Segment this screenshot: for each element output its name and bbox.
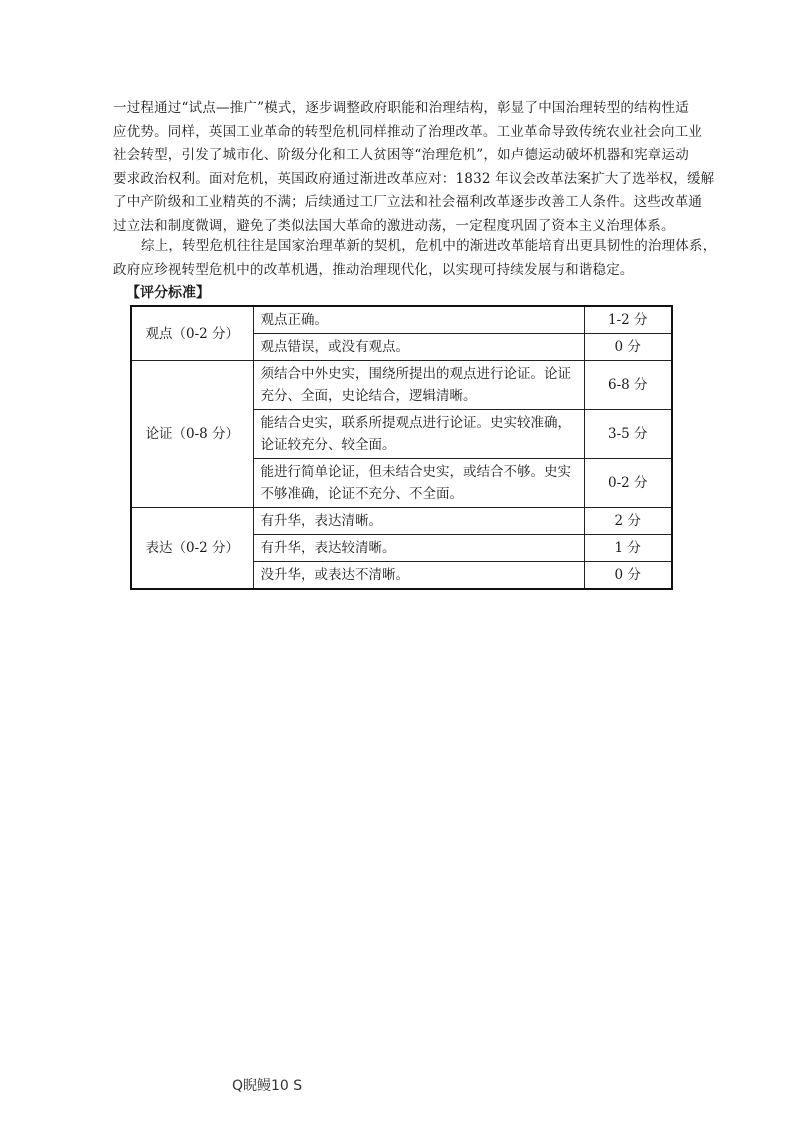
- score-cell: 0 分: [584, 562, 672, 590]
- criteria-line: 观点正确。: [260, 312, 328, 328]
- paragraph-line: 一过程通过“试点—推广”模式，逐步调整政府职能和治理结构，彰显了中国治理转型的结构性适: [113, 100, 689, 116]
- page-footer: Q睨鳗10 S: [232, 1078, 303, 1094]
- body-paragraph-2: [113, 235, 717, 282]
- score-cell: 2 分: [584, 508, 672, 535]
- rubric-title: 【评分标准】: [126, 285, 210, 301]
- paragraph-line: 综上，转型危机往往是国家治理革新的契机，危机中的渐进改革能培育出更具韧性的治理体系，: [141, 238, 717, 254]
- paragraph-line: 要求政治权利。面对危机，英国政府通过渐进改革应对：1832 年议会改革法案扩大了选举权，缓解: [113, 170, 715, 187]
- criteria-line: 论证较充分、较全面。: [260, 437, 396, 453]
- paragraph-line: 应优势。同样，英国工业革命的转型危机同样推动了治理改革。工业革命导致传统农业社会向工业: [113, 123, 703, 140]
- criteria-line: 须结合中外史实，围绕所提出的观点进行论证。论证: [260, 366, 571, 382]
- criteria-cell: [253, 334, 584, 361]
- rubric-table: [130, 305, 673, 590]
- score-cell: 0-2 分: [584, 459, 672, 508]
- score-cell: 3-5 分: [584, 410, 672, 459]
- criteria-line: 有升华，表达较清晰。: [260, 540, 396, 556]
- score-cell: 0 分: [584, 334, 672, 361]
- criteria-cell: [253, 410, 584, 459]
- paragraph-line: 社会转型，引发了城市化、阶级分化和工人贫困等“治理危机”，如卢德运动破坏机器和宪章运动: [113, 147, 689, 163]
- criteria-cell: [253, 562, 584, 590]
- criteria-cell: [253, 535, 584, 562]
- criteria-cell: [253, 361, 584, 410]
- criteria-line: 充分、全面，史论结合，逻辑清晰。: [260, 388, 477, 404]
- category-cell: 观点（0-2 分）: [131, 306, 253, 361]
- category-cell: 表达（0-2 分）: [131, 508, 253, 590]
- score-cell: 1-2 分: [584, 306, 672, 334]
- criteria-line: 观点错误，或没有观点。: [260, 339, 409, 355]
- paragraph-line: 过立法和制度微调，避免了类似法国大革命的激进动荡，一定程度巩固了资本主义治理体系。: [113, 217, 675, 234]
- score-cell: 6-8 分: [584, 361, 672, 410]
- criteria-line: 有升华，表达清晰。: [260, 513, 382, 529]
- category-cell: 论证（0-8 分）: [131, 361, 253, 508]
- criteria-line: 不够准确，论证不充分、不全面。: [260, 486, 463, 502]
- table-row: [131, 306, 672, 334]
- body-paragraph-1: [113, 97, 715, 238]
- criteria-cell: [253, 306, 584, 334]
- table-row: [131, 508, 672, 535]
- criteria-line: 能进行简单论证，但未结合史实，或结合不够。史实: [260, 464, 571, 480]
- criteria-line: 能结合史实，联系所提观点进行论证。史实较准确，: [260, 415, 571, 431]
- criteria-cell: [253, 459, 584, 508]
- criteria-cell: [253, 508, 584, 535]
- table-row: [131, 361, 672, 410]
- paragraph-line: 政府应珍视转型危机中的改革机遇，推动治理现代化，以实现可持续发展与和谐稳定。: [113, 261, 634, 278]
- paragraph-line: 了中产阶级和工业精英的不满；后续通过工厂立法和社会福利改革逐步改善工人条件。这些改革通: [113, 194, 703, 210]
- criteria-line: 没升华，或表达不清晰。: [260, 567, 409, 583]
- score-cell: 1 分: [584, 535, 672, 562]
